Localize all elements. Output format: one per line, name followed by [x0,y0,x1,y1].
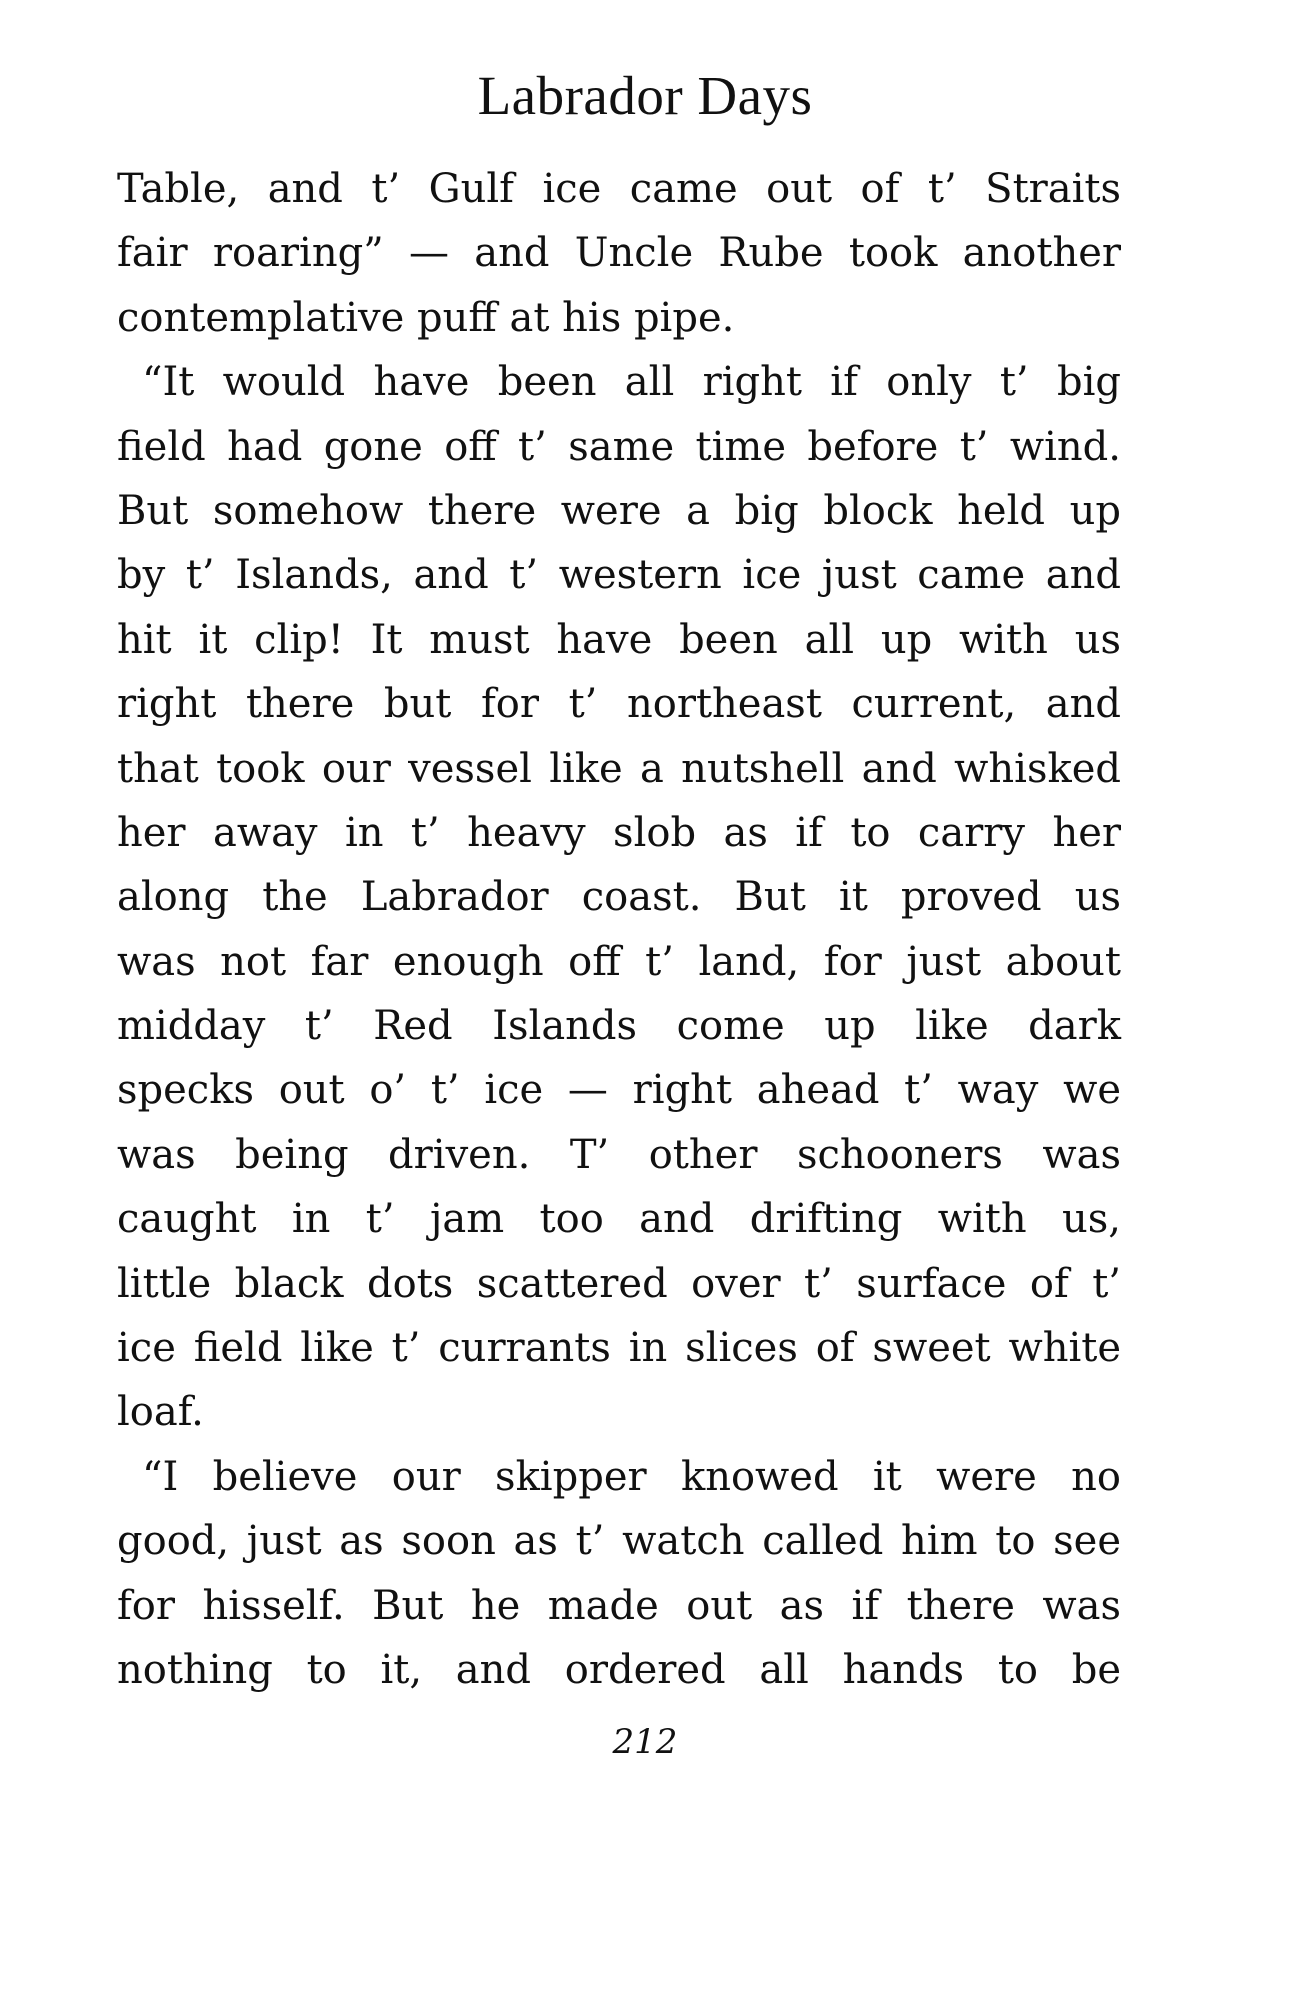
text-line: was not far enough off t’ land, for just about [117,938,1121,985]
text-line: field had gone off t’ same time before t’ wind. [117,423,1121,470]
page-number: 212 [612,1722,678,1762]
body-text [117,157,1121,1702]
text-line: right there but for t’ northeast current, and [117,681,1121,728]
text-line: her away in t’ heavy slob as if to carry her [117,809,1121,856]
text-line: was being driven. T’ other schooners was [117,1131,1121,1178]
text-line: hit it clip! It must have been all up with us [117,616,1121,663]
text-line: nothing to it, and ordered all hands to be [117,1646,1121,1693]
text-line: for hisself. But he made out as if there was [117,1582,1121,1629]
text-line: that took our vessel like a nutshell and whisked [117,745,1121,792]
text-line: Table, and t’ Gulf ice came out of t’ Straits [117,166,1121,212]
text-line: caught in t’ jam too and drifting with us, [117,1196,1121,1243]
text-line: along the Labrador coast. But it proved us [117,874,1121,921]
text-line: ice field like t’ currants in slices of sweet white [117,1325,1121,1372]
text-line: “It would have been all right if only t’ big [142,359,1121,406]
text-line: But somehow there were a big block held up [117,487,1121,534]
text-line: loaf. [117,1389,204,1436]
text-line: contemplative puff at his pipe. [117,294,735,341]
text-line: “I believe our skipper knowed it were no [142,1453,1121,1500]
text-line: by t’ Islands, and t’ western ice just came and [117,552,1121,599]
text-line: fair roaring” — and Uncle Rube took another [117,230,1121,277]
text-line: midday t’ Red Islands come up like dark [117,1003,1121,1050]
text-line: little black dots scattered over t’ surface of t’ [117,1260,1121,1307]
text-line: good, just as soon as t’ watch called him to see [117,1518,1121,1565]
text-line: specks out o’ t’ ice — right ahead t’ way we [117,1067,1121,1114]
running-head-title: Labrador Days [477,65,813,126]
